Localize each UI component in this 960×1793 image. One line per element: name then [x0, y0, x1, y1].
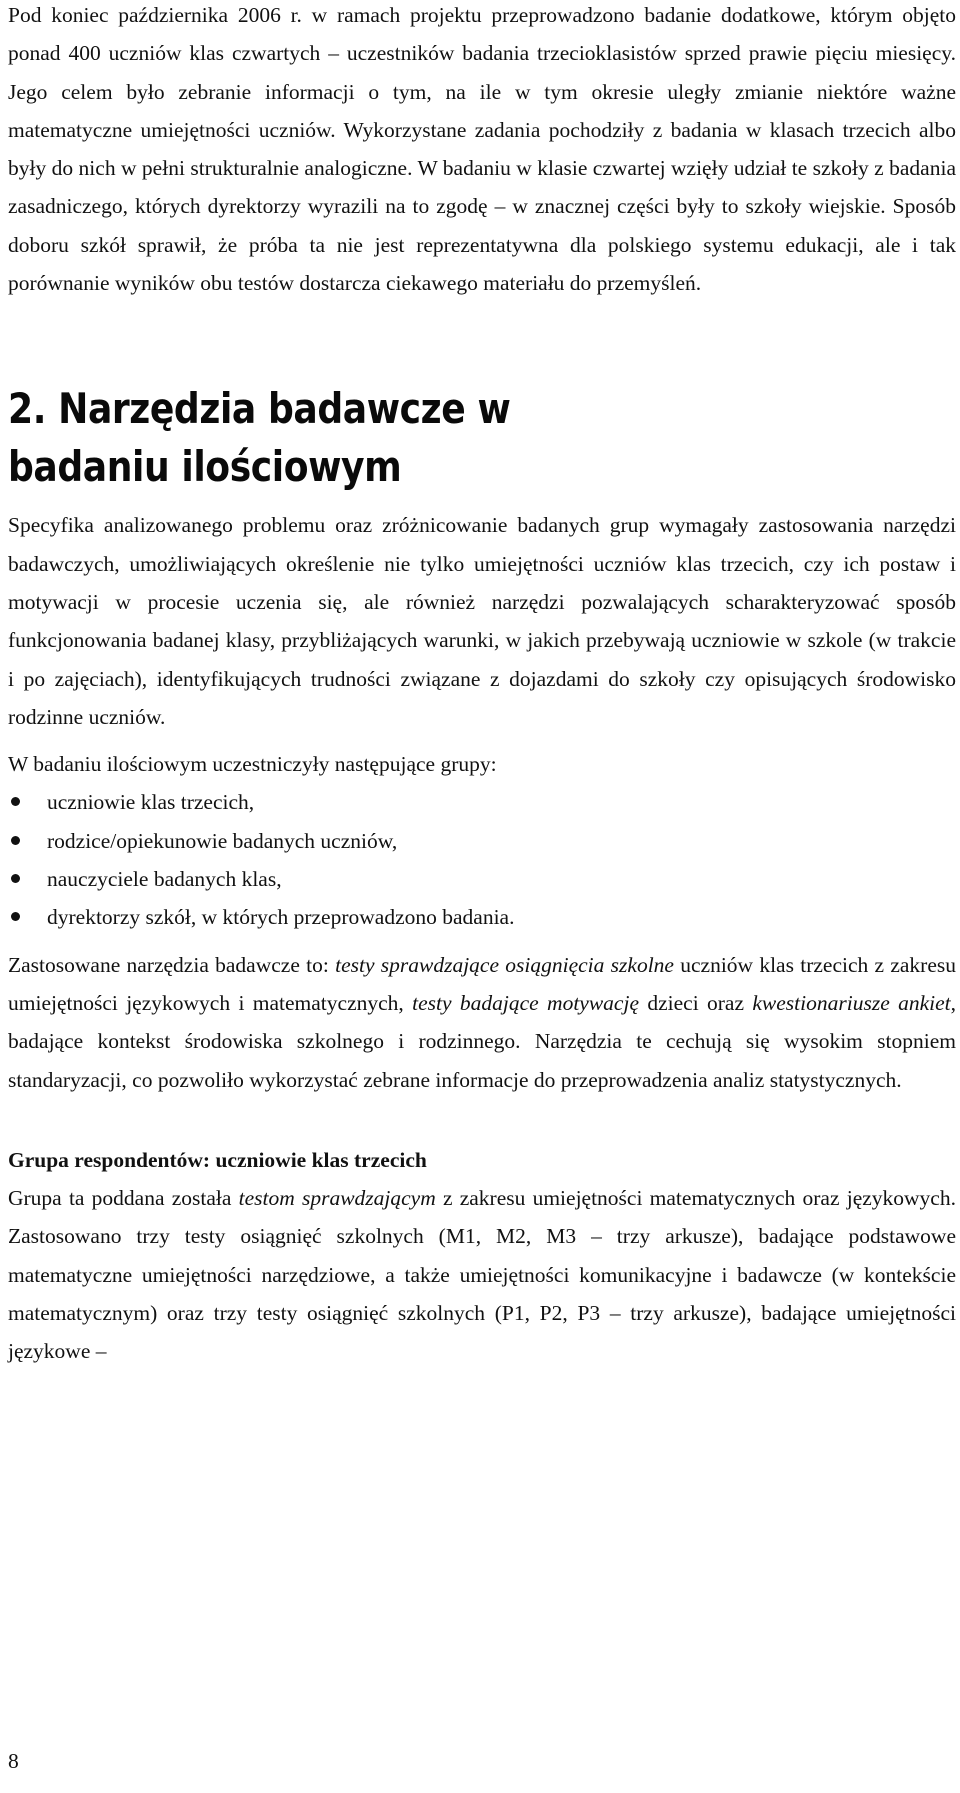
tools-italic-3: kwestionariusze ankiet: [752, 990, 951, 1015]
bullet-icon: [11, 912, 20, 921]
section-paragraph: Specyfika analizowanego problemu oraz zróżnicowanie badanych grup wymagały zastosowania narzędzi badawczych, umożliwiających określenie nie tylko umiejętności uczniów klas trzecich, czy ich postaw i motywacji w procesie uczenia się, ale również narzędzi pozwalających scharakteryzować sposób funkcjonowania badanej klasy, przybliżających warunki, w jakich przebywają uczniowie w szkole (w trakcie i po zajęciach), identyfikujących trudności związane z dojazdami do szkoły czy opisujących środowisko rodzinne uczniów.: [8, 513, 956, 729]
intro-paragraph: Pod koniec października 2006 r. w ramach projektu przeprowadzono badanie dodatkowe, którym objęto ponad 400 uczniów klas czwartych – uczestników badania trzecioklasistów sprzed prawie pięciu miesięcy. Jego celem było zebranie informacji o tym, na ile w tym okresie uległy zmianie niektóre ważne matematyczne umiejętności uczniów. Wykorzystane zadania pochodziły z badania w klasach trzecich albo były do nich w pełni strukturalnie analogiczne. W badaniu w klasie czwartej wzięły udział te szkoły z badania zasadniczego, których dyrektorzy wyrazili na to zgodę – w znacznej części były to szkoły wiejskie. Sposób doboru szkół sprawił, że próba ta nie jest reprezentatywna dla polskiego systemu edukacji, ale i tak porównanie wyników obu testów dostarcza ciekawego materiału do przemyśleń.: [8, 3, 956, 296]
heading-spacer: [8, 496, 956, 506]
list-item-text: nauczyciele badanych klas,: [47, 867, 282, 892]
tools-text-4: , badające kontekst środowiska szkolnego i rodzinnego. Narzędzia te cechują się wysokim stopniem standaryzacji, co pozwoliło wykorzystać zebrane informacje do przeprowadzenia analiz statystycznych.: [8, 990, 956, 1092]
students-italic-1: testom sprawdzającym: [238, 1186, 436, 1211]
list-item: [8, 822, 956, 860]
tools-italic-1: testy sprawdzające osiągnięcia szkolne: [335, 952, 674, 977]
subheading-respondents: Grupa respondentów: uczniowie klas trzecich: [8, 1147, 427, 1172]
students-text-1: Grupa ta poddana została: [8, 1186, 239, 1211]
tools-text-1: Zastosowane narzędzia badawcze to:: [8, 952, 336, 977]
students-paragraph: [8, 1179, 956, 1370]
groups-intro: W badaniu ilościowym uczestniczyły następujące grupy:: [8, 752, 497, 777]
bullet-icon: [11, 797, 20, 806]
tools-text-3: dzieci oraz: [639, 990, 753, 1015]
tools-italic-2: testy badające motywację: [412, 990, 639, 1015]
page-number: 8: [8, 1749, 19, 1773]
list-item: [8, 860, 956, 898]
students-text-2: z zakresu umiejętności matematycznych oraz językowych. Zastosowano trzy testy osiągnięć szkolnych (M1, M2, M3 – trzy arkusze), badające podstawowe matematyczne umiejętności narzędziowe, a także umiejętności komunikacyjne i badawcze (w kontekście matematycznym) oraz trzy testy osiągnięć szkolnych (P1, P2, P3 – trzy arkusze), badające umiejętności językowe –: [8, 1186, 956, 1364]
list-item-text: rodzice/opiekunowie badanych uczniów,: [47, 828, 398, 853]
list-item: [8, 898, 956, 936]
section-heading: 2. Narzędzia badawcze w badaniu ilościowym: [8, 384, 511, 492]
bullet-icon: [11, 836, 20, 845]
list-item-text: dyrektorzy szkół, w których przeprowadzono badania.: [47, 905, 515, 930]
document-page: [8, 0, 956, 1371]
tools-paragraph: [8, 946, 956, 1099]
bullet-icon: [11, 874, 20, 883]
groups-list: [8, 783, 956, 936]
list-item: [8, 783, 956, 821]
tools-text-2: uczniów klas trzecich z zakresu umiejętności językowych i matematycznych,: [8, 952, 956, 1015]
list-item-text: uczniowie klas trzecich,: [47, 790, 255, 815]
